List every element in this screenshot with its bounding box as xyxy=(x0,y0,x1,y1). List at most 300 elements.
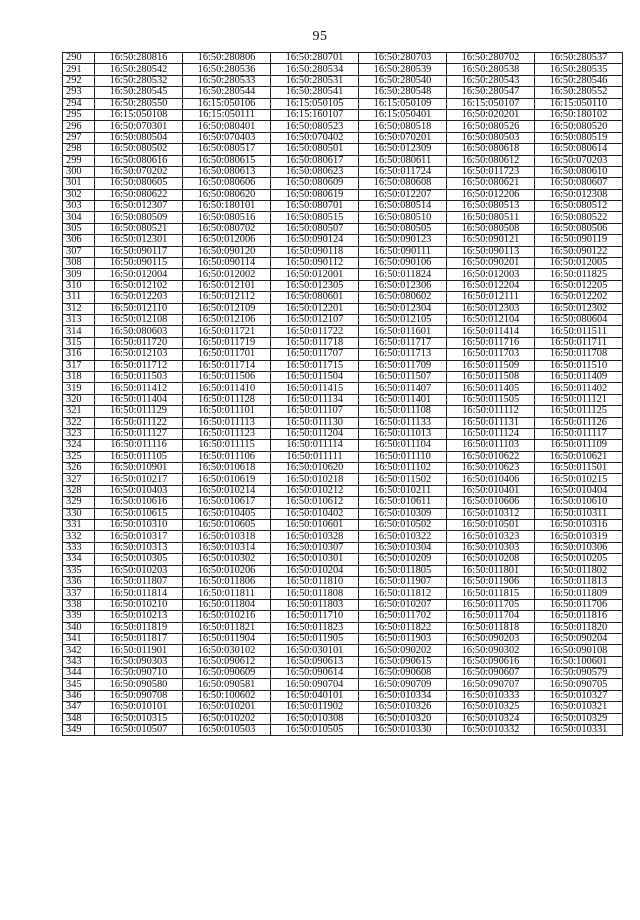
cadastral-number-cell: 16:50:080601 xyxy=(271,292,359,303)
table-row xyxy=(63,109,623,120)
table-row xyxy=(63,440,623,451)
cadastral-number-cell: 16:50:180101 xyxy=(183,201,271,212)
row-number-cell: 321 xyxy=(63,406,95,417)
cadastral-number-cell: 16:50:011117 xyxy=(535,428,623,439)
row-number-cell: 303 xyxy=(63,201,95,212)
cadastral-number-cell: 16:50:080603 xyxy=(95,326,183,337)
cadastral-number-cell: 16:50:010403 xyxy=(95,485,183,496)
cadastral-number-cell: 16:50:080616 xyxy=(95,155,183,166)
row-number-cell: 331 xyxy=(63,520,95,531)
cadastral-number-cell: 16:50:011905 xyxy=(271,633,359,644)
cadastral-number-cell: 16:50:010201 xyxy=(183,702,271,713)
cadastral-number-cell: 16:50:011720 xyxy=(95,337,183,348)
cadastral-number-cell: 16:50:011601 xyxy=(359,326,447,337)
cadastral-number-cell: 16:50:010311 xyxy=(535,508,623,519)
cadastral-number-cell: 16:50:080613 xyxy=(183,166,271,177)
cadastral-number-cell: 16:50:010202 xyxy=(183,713,271,724)
row-number-cell: 347 xyxy=(63,702,95,713)
cadastral-number-cell: 16:50:011811 xyxy=(183,588,271,599)
cadastral-number-cell: 16:50:010204 xyxy=(271,565,359,576)
cadastral-number-cell: 16:50:010330 xyxy=(359,725,447,736)
row-number-cell: 316 xyxy=(63,349,95,360)
cadastral-number-cell: 16:50:011133 xyxy=(359,417,447,428)
cadastral-number-cell: 16:50:011121 xyxy=(535,394,623,405)
cadastral-number-cell: 16:50:080622 xyxy=(95,189,183,200)
table-row xyxy=(63,679,623,690)
row-number-cell: 322 xyxy=(63,417,95,428)
row-number-cell: 301 xyxy=(63,178,95,189)
cadastral-number-cell: 16:50:090121 xyxy=(447,235,535,246)
table-row xyxy=(63,189,623,200)
cadastral-number-table xyxy=(62,52,623,736)
cadastral-number-cell: 16:50:010306 xyxy=(535,542,623,553)
table-row xyxy=(63,428,623,439)
cadastral-number-cell: 16:50:011825 xyxy=(535,269,623,280)
cadastral-number-cell: 16:50:090114 xyxy=(183,258,271,269)
cadastral-number-cell: 16:50:011114 xyxy=(271,440,359,451)
row-number-cell: 311 xyxy=(63,292,95,303)
cadastral-number-cell: 16:50:012106 xyxy=(183,314,271,325)
table-row xyxy=(63,485,623,496)
cadastral-number-cell: 16:15:050105 xyxy=(271,98,359,109)
cadastral-number-cell: 16:50:010302 xyxy=(183,554,271,565)
cadastral-number-cell: 16:50:011809 xyxy=(535,588,623,599)
row-number-cell: 341 xyxy=(63,633,95,644)
row-number-cell: 326 xyxy=(63,463,95,474)
cadastral-number-cell: 16:15:050107 xyxy=(447,98,535,109)
cadastral-number-cell: 16:50:090123 xyxy=(359,235,447,246)
cadastral-number-cell: 16:50:011105 xyxy=(95,451,183,462)
cadastral-number-cell: 16:50:012003 xyxy=(447,269,535,280)
cadastral-number-cell: 16:50:090106 xyxy=(359,258,447,269)
cadastral-number-cell: 16:50:012306 xyxy=(359,280,447,291)
row-number-cell: 292 xyxy=(63,75,95,86)
cadastral-number-cell: 16:50:011822 xyxy=(359,622,447,633)
table-row xyxy=(63,201,623,212)
table-row xyxy=(63,292,623,303)
cadastral-number-cell: 16:50:012104 xyxy=(447,314,535,325)
row-number-cell: 348 xyxy=(63,713,95,724)
cadastral-number-cell: 16:50:280547 xyxy=(447,87,535,98)
cadastral-number-cell: 16:50:080623 xyxy=(271,166,359,177)
cadastral-number-cell: 16:50:010305 xyxy=(95,554,183,565)
cadastral-number-cell: 16:50:011701 xyxy=(183,349,271,360)
cadastral-number-cell: 16:50:012102 xyxy=(95,280,183,291)
cadastral-number-cell: 16:50:010315 xyxy=(95,713,183,724)
cadastral-number-cell: 16:50:010207 xyxy=(359,599,447,610)
cadastral-number-cell: 16:50:090615 xyxy=(359,656,447,667)
cadastral-number-cell: 16:50:080619 xyxy=(271,189,359,200)
cadastral-number-cell: 16:50:011122 xyxy=(95,417,183,428)
cadastral-number-cell: 16:50:010101 xyxy=(95,702,183,713)
cadastral-number-cell: 16:50:011504 xyxy=(271,371,359,382)
cadastral-number-cell: 16:50:011903 xyxy=(359,633,447,644)
cadastral-number-cell: 16:50:011113 xyxy=(183,417,271,428)
cadastral-number-cell: 16:50:280806 xyxy=(183,53,271,64)
cadastral-number-cell: 16:50:080505 xyxy=(359,223,447,234)
row-number-cell: 314 xyxy=(63,326,95,337)
cadastral-number-cell: 16:50:011708 xyxy=(535,349,623,360)
cadastral-number-cell: 16:50:011410 xyxy=(183,383,271,394)
cadastral-number-cell: 16:50:080609 xyxy=(271,178,359,189)
cadastral-number-cell: 16:50:010203 xyxy=(95,565,183,576)
table-row xyxy=(63,611,623,622)
cadastral-number-cell: 16:50:011405 xyxy=(447,383,535,394)
cadastral-number-cell: 16:50:090709 xyxy=(359,679,447,690)
table-row xyxy=(63,497,623,508)
row-number-cell: 310 xyxy=(63,280,95,291)
cadastral-number-cell: 16:50:090108 xyxy=(535,645,623,656)
cadastral-number-cell: 16:50:070301 xyxy=(95,121,183,132)
cadastral-number-cell: 16:50:010611 xyxy=(359,497,447,508)
cadastral-number-cell: 16:50:030102 xyxy=(183,645,271,656)
cadastral-number-cell: 16:50:011110 xyxy=(359,451,447,462)
row-number-cell: 320 xyxy=(63,394,95,405)
cadastral-number-cell: 16:50:011804 xyxy=(183,599,271,610)
cadastral-number-cell: 16:50:011821 xyxy=(183,622,271,633)
cadastral-number-cell: 16:50:080401 xyxy=(183,121,271,132)
cadastral-number-cell: 16:50:011813 xyxy=(535,576,623,587)
cadastral-number-cell: 16:50:010332 xyxy=(447,725,535,736)
cadastral-number-cell: 16:50:280536 xyxy=(183,64,271,75)
cadastral-number-cell: 16:50:011412 xyxy=(95,383,183,394)
cadastral-number-cell: 16:50:011407 xyxy=(359,383,447,394)
table-row xyxy=(63,451,623,462)
table-row xyxy=(63,383,623,394)
cadastral-number-cell: 16:15:050111 xyxy=(183,109,271,120)
table-row xyxy=(63,474,623,485)
cadastral-number-cell: 16:50:090203 xyxy=(447,633,535,644)
cadastral-number-cell: 16:50:010313 xyxy=(95,542,183,553)
cadastral-number-cell: 16:50:010620 xyxy=(271,463,359,474)
cadastral-number-cell: 16:50:011116 xyxy=(95,440,183,451)
cadastral-number-cell: 16:50:011711 xyxy=(535,337,623,348)
cadastral-number-cell: 16:50:011130 xyxy=(271,417,359,428)
table-row xyxy=(63,599,623,610)
cadastral-number-cell: 16:15:050109 xyxy=(359,98,447,109)
cadastral-number-cell: 16:50:090608 xyxy=(359,668,447,679)
cadastral-number-cell: 16:50:070202 xyxy=(95,166,183,177)
row-number-cell: 315 xyxy=(63,337,95,348)
cadastral-number-cell: 16:50:010334 xyxy=(359,690,447,701)
row-number-cell: 345 xyxy=(63,679,95,690)
cadastral-number-cell: 16:50:090113 xyxy=(447,246,535,257)
table-row xyxy=(63,337,623,348)
cadastral-number-cell: 16:50:012207 xyxy=(359,189,447,200)
row-number-cell: 324 xyxy=(63,440,95,451)
cadastral-number-cell: 16:50:011129 xyxy=(95,406,183,417)
cadastral-number-cell: 16:50:080516 xyxy=(183,212,271,223)
cadastral-number-cell: 16:50:080519 xyxy=(535,132,623,143)
cadastral-number-cell: 16:50:010405 xyxy=(183,508,271,519)
table-row xyxy=(63,326,623,337)
table-row xyxy=(63,98,623,109)
cadastral-number-cell: 16:50:011126 xyxy=(535,417,623,428)
cadastral-number-cell: 16:50:012005 xyxy=(535,258,623,269)
cadastral-number-cell: 16:50:280546 xyxy=(535,75,623,86)
cadastral-number-cell: 16:50:012001 xyxy=(271,269,359,280)
cadastral-number-cell: 16:50:090111 xyxy=(359,246,447,257)
cadastral-number-cell: 16:50:011721 xyxy=(183,326,271,337)
cadastral-number-cell: 16:50:280552 xyxy=(535,87,623,98)
cadastral-number-cell: 16:50:080523 xyxy=(271,121,359,132)
cadastral-number-cell: 16:50:090580 xyxy=(95,679,183,690)
cadastral-number-cell: 16:50:010616 xyxy=(95,497,183,508)
cadastral-number-cell: 16:50:010304 xyxy=(359,542,447,553)
cadastral-number-cell: 16:50:010615 xyxy=(95,508,183,519)
cadastral-number-cell: 16:50:080506 xyxy=(535,223,623,234)
cadastral-number-cell: 16:50:010601 xyxy=(271,520,359,531)
cadastral-number-cell: 16:50:100601 xyxy=(535,656,623,667)
cadastral-number-cell: 16:50:011506 xyxy=(183,371,271,382)
cadastral-number-cell: 16:50:010301 xyxy=(271,554,359,565)
row-number-cell: 318 xyxy=(63,371,95,382)
cadastral-number-cell: 16:50:011128 xyxy=(183,394,271,405)
cadastral-number-cell: 16:50:010320 xyxy=(359,713,447,724)
cadastral-number-cell: 16:50:070201 xyxy=(359,132,447,143)
cadastral-number-cell: 16:50:011103 xyxy=(447,440,535,451)
cadastral-number-cell: 16:50:010619 xyxy=(183,474,271,485)
cadastral-number-cell: 16:50:090609 xyxy=(183,668,271,679)
cadastral-number-cell: 16:50:280548 xyxy=(359,87,447,98)
cadastral-number-cell: 16:50:010623 xyxy=(447,463,535,474)
cadastral-number-cell: 16:50:011013 xyxy=(359,428,447,439)
cadastral-number-cell: 16:50:010327 xyxy=(535,690,623,701)
cadastral-number-cell: 16:50:090579 xyxy=(535,668,623,679)
cadastral-number-cell: 16:50:010209 xyxy=(359,554,447,565)
cadastral-number-cell: 16:50:080614 xyxy=(535,144,623,155)
cadastral-number-cell: 16:50:070402 xyxy=(271,132,359,143)
row-number-cell: 291 xyxy=(63,64,95,75)
cadastral-number-cell: 16:50:011127 xyxy=(95,428,183,439)
table-row xyxy=(63,542,623,553)
cadastral-number-cell: 16:50:070203 xyxy=(535,155,623,166)
cadastral-number-cell: 16:50:011511 xyxy=(535,326,623,337)
cadastral-number-cell: 16:50:011507 xyxy=(359,371,447,382)
cadastral-number-cell: 16:50:011204 xyxy=(271,428,359,439)
cadastral-number-cell: 16:50:080620 xyxy=(183,189,271,200)
table-row xyxy=(63,178,623,189)
cadastral-number-cell: 16:50:010205 xyxy=(535,554,623,565)
cadastral-number-cell: 16:50:010618 xyxy=(183,463,271,474)
table-row xyxy=(63,633,623,644)
cadastral-number-cell: 16:50:080511 xyxy=(447,212,535,223)
table-row xyxy=(63,531,623,542)
table-row xyxy=(63,463,623,474)
cadastral-number-cell: 16:50:010215 xyxy=(535,474,623,485)
cadastral-number-cell: 16:50:010901 xyxy=(95,463,183,474)
cadastral-number-cell: 16:50:011124 xyxy=(447,428,535,439)
cadastral-number-cell: 16:50:090202 xyxy=(359,645,447,656)
cadastral-number-cell: 16:50:011713 xyxy=(359,349,447,360)
cadastral-number-cell: 16:50:010213 xyxy=(95,611,183,622)
cadastral-number-cell: 16:50:280543 xyxy=(447,75,535,86)
cadastral-number-cell: 16:50:011820 xyxy=(535,622,623,633)
cadastral-number-cell: 16:50:010210 xyxy=(95,599,183,610)
cadastral-number-cell: 16:50:011712 xyxy=(95,360,183,371)
table-row xyxy=(63,246,623,257)
row-number-cell: 309 xyxy=(63,269,95,280)
row-number-cell: 332 xyxy=(63,531,95,542)
cadastral-number-cell: 16:50:090616 xyxy=(447,656,535,667)
cadastral-number-cell: 16:50:011707 xyxy=(271,349,359,360)
cadastral-number-cell: 16:50:010329 xyxy=(535,713,623,724)
cadastral-number-cell: 16:50:090122 xyxy=(535,246,623,257)
table-row xyxy=(63,166,623,177)
cadastral-number-cell: 16:50:011716 xyxy=(447,337,535,348)
cadastral-number-cell: 16:50:011717 xyxy=(359,337,447,348)
cadastral-number-cell: 16:50:012204 xyxy=(447,280,535,291)
cadastral-number-cell: 16:50:080610 xyxy=(535,166,623,177)
cadastral-number-cell: 16:50:011111 xyxy=(271,451,359,462)
row-number-cell: 293 xyxy=(63,87,95,98)
cadastral-number-cell: 16:50:011904 xyxy=(183,633,271,644)
row-number-cell: 299 xyxy=(63,155,95,166)
cadastral-number-cell: 16:50:010617 xyxy=(183,497,271,508)
cadastral-number-cell: 16:50:010605 xyxy=(183,520,271,531)
cadastral-number-cell: 16:15:050108 xyxy=(95,109,183,120)
table-row xyxy=(63,406,623,417)
cadastral-number-cell: 16:50:010323 xyxy=(447,531,535,542)
cadastral-number-cell: 16:50:011402 xyxy=(535,383,623,394)
cadastral-number-cell: 16:50:010312 xyxy=(447,508,535,519)
table-row xyxy=(63,576,623,587)
cadastral-number-cell: 16:50:012308 xyxy=(535,189,623,200)
table-row xyxy=(63,64,623,75)
cadastral-number-cell: 16:50:012110 xyxy=(95,303,183,314)
cadastral-number-cell: 16:50:010507 xyxy=(95,725,183,736)
cadastral-number-cell: 16:50:100602 xyxy=(183,690,271,701)
cadastral-number-cell: 16:50:010309 xyxy=(359,508,447,519)
cadastral-number-cell: 16:50:090607 xyxy=(447,668,535,679)
cadastral-number-cell: 16:50:012111 xyxy=(447,292,535,303)
cadastral-number-cell: 16:50:011102 xyxy=(359,463,447,474)
cadastral-number-cell: 16:50:080617 xyxy=(271,155,359,166)
cadastral-number-cell: 16:50:011125 xyxy=(535,406,623,417)
cadastral-number-cell: 16:50:080504 xyxy=(95,132,183,143)
cadastral-number-cell: 16:50:080503 xyxy=(447,132,535,143)
table-row xyxy=(63,87,623,98)
cadastral-number-cell: 16:50:011815 xyxy=(447,588,535,599)
table-row xyxy=(63,725,623,736)
cadastral-number-cell: 16:50:011503 xyxy=(95,371,183,382)
cadastral-number-cell: 16:50:011502 xyxy=(359,474,447,485)
table-row xyxy=(63,565,623,576)
cadastral-number-cell: 16:50:011505 xyxy=(447,394,535,405)
cadastral-number-cell: 16:50:011415 xyxy=(271,383,359,394)
cadastral-number-cell: 16:50:280702 xyxy=(447,53,535,64)
cadastral-number-cell: 16:50:010310 xyxy=(95,520,183,531)
cadastral-number-cell: 16:50:080512 xyxy=(535,201,623,212)
cadastral-number-cell: 16:50:010216 xyxy=(183,611,271,622)
cadastral-number-cell: 16:50:080513 xyxy=(447,201,535,212)
table-row xyxy=(63,235,623,246)
cadastral-number-cell: 16:50:090710 xyxy=(95,668,183,679)
cadastral-number-cell: 16:50:010314 xyxy=(183,542,271,553)
cadastral-number-cell: 16:50:090115 xyxy=(95,258,183,269)
cadastral-number-cell: 16:50:090124 xyxy=(271,235,359,246)
cadastral-number-cell: 16:50:011810 xyxy=(271,576,359,587)
cadastral-number-cell: 16:50:010206 xyxy=(183,565,271,576)
table-row xyxy=(63,668,623,679)
cadastral-number-cell: 16:50:280703 xyxy=(359,53,447,64)
cadastral-number-cell: 16:50:010622 xyxy=(447,451,535,462)
row-number-cell: 300 xyxy=(63,166,95,177)
row-number-cell: 334 xyxy=(63,554,95,565)
cadastral-number-cell: 16:50:011134 xyxy=(271,394,359,405)
cadastral-number-cell: 16:50:090118 xyxy=(271,246,359,257)
row-number-cell: 343 xyxy=(63,656,95,667)
cadastral-number-cell: 16:50:010319 xyxy=(535,531,623,542)
cadastral-number-cell: 16:50:011501 xyxy=(535,463,623,474)
cadastral-number-cell: 16:50:020201 xyxy=(447,109,535,120)
table-row xyxy=(63,520,623,531)
cadastral-number-cell: 16:50:012002 xyxy=(183,269,271,280)
cadastral-number-cell: 16:50:012109 xyxy=(183,303,271,314)
table-row xyxy=(63,622,623,633)
cadastral-number-cell: 16:50:011814 xyxy=(95,588,183,599)
cadastral-number-cell: 16:50:090581 xyxy=(183,679,271,690)
cadastral-number-cell: 16:50:011409 xyxy=(535,371,623,382)
cadastral-number-cell: 16:50:012112 xyxy=(183,292,271,303)
table-row xyxy=(63,554,623,565)
cadastral-number-cell: 16:50:012304 xyxy=(359,303,447,314)
cadastral-number-cell: 16:50:280533 xyxy=(183,75,271,86)
cadastral-number-cell: 16:50:011805 xyxy=(359,565,447,576)
table-row xyxy=(63,349,623,360)
page-number: 95 xyxy=(312,29,328,44)
cadastral-number-cell: 16:50:280545 xyxy=(95,87,183,98)
cadastral-number-cell: 16:50:280539 xyxy=(359,64,447,75)
cadastral-number-cell: 16:50:280537 xyxy=(535,53,623,64)
cadastral-number-cell: 16:50:010324 xyxy=(447,713,535,724)
cadastral-number-cell: 16:50:090707 xyxy=(447,679,535,690)
row-number-cell: 344 xyxy=(63,668,95,679)
cadastral-number-cell: 16:50:090201 xyxy=(447,258,535,269)
row-number-cell: 298 xyxy=(63,144,95,155)
cadastral-number-cell: 16:50:080621 xyxy=(447,178,535,189)
cadastral-number-cell: 16:50:280701 xyxy=(271,53,359,64)
cadastral-number-cell: 16:50:080502 xyxy=(95,144,183,155)
cadastral-number-cell: 16:50:010316 xyxy=(535,520,623,531)
cadastral-number-cell: 16:50:011901 xyxy=(95,645,183,656)
cadastral-number-cell: 16:50:010308 xyxy=(271,713,359,724)
cadastral-number-cell: 16:50:011719 xyxy=(183,337,271,348)
table-row xyxy=(63,155,623,166)
cadastral-number-cell: 16:50:280538 xyxy=(447,64,535,75)
cadastral-number-cell: 16:50:012101 xyxy=(183,280,271,291)
cadastral-number-cell: 16:50:011723 xyxy=(447,166,535,177)
cadastral-number-cell: 16:50:080604 xyxy=(535,314,623,325)
cadastral-number-cell: 16:50:011115 xyxy=(183,440,271,451)
cadastral-number-cell: 16:50:010505 xyxy=(271,725,359,736)
row-number-cell: 340 xyxy=(63,622,95,633)
cadastral-number-cell: 16:50:080521 xyxy=(95,223,183,234)
cadastral-number-cell: 16:50:280540 xyxy=(359,75,447,86)
cadastral-number-cell: 16:50:080522 xyxy=(535,212,623,223)
cadastral-number-cell: 16:50:011112 xyxy=(447,406,535,417)
cadastral-number-cell: 16:50:010331 xyxy=(535,725,623,736)
cadastral-number-cell: 16:50:012103 xyxy=(95,349,183,360)
row-number-cell: 317 xyxy=(63,360,95,371)
cadastral-number-cell: 16:50:090614 xyxy=(271,668,359,679)
table-row xyxy=(63,280,623,291)
cadastral-number-cell: 16:50:080702 xyxy=(183,223,271,234)
cadastral-number-cell: 16:50:011808 xyxy=(271,588,359,599)
table-row xyxy=(63,121,623,132)
cadastral-number-cell: 16:50:010318 xyxy=(183,531,271,542)
cadastral-number-cell: 16:50:080514 xyxy=(359,201,447,212)
